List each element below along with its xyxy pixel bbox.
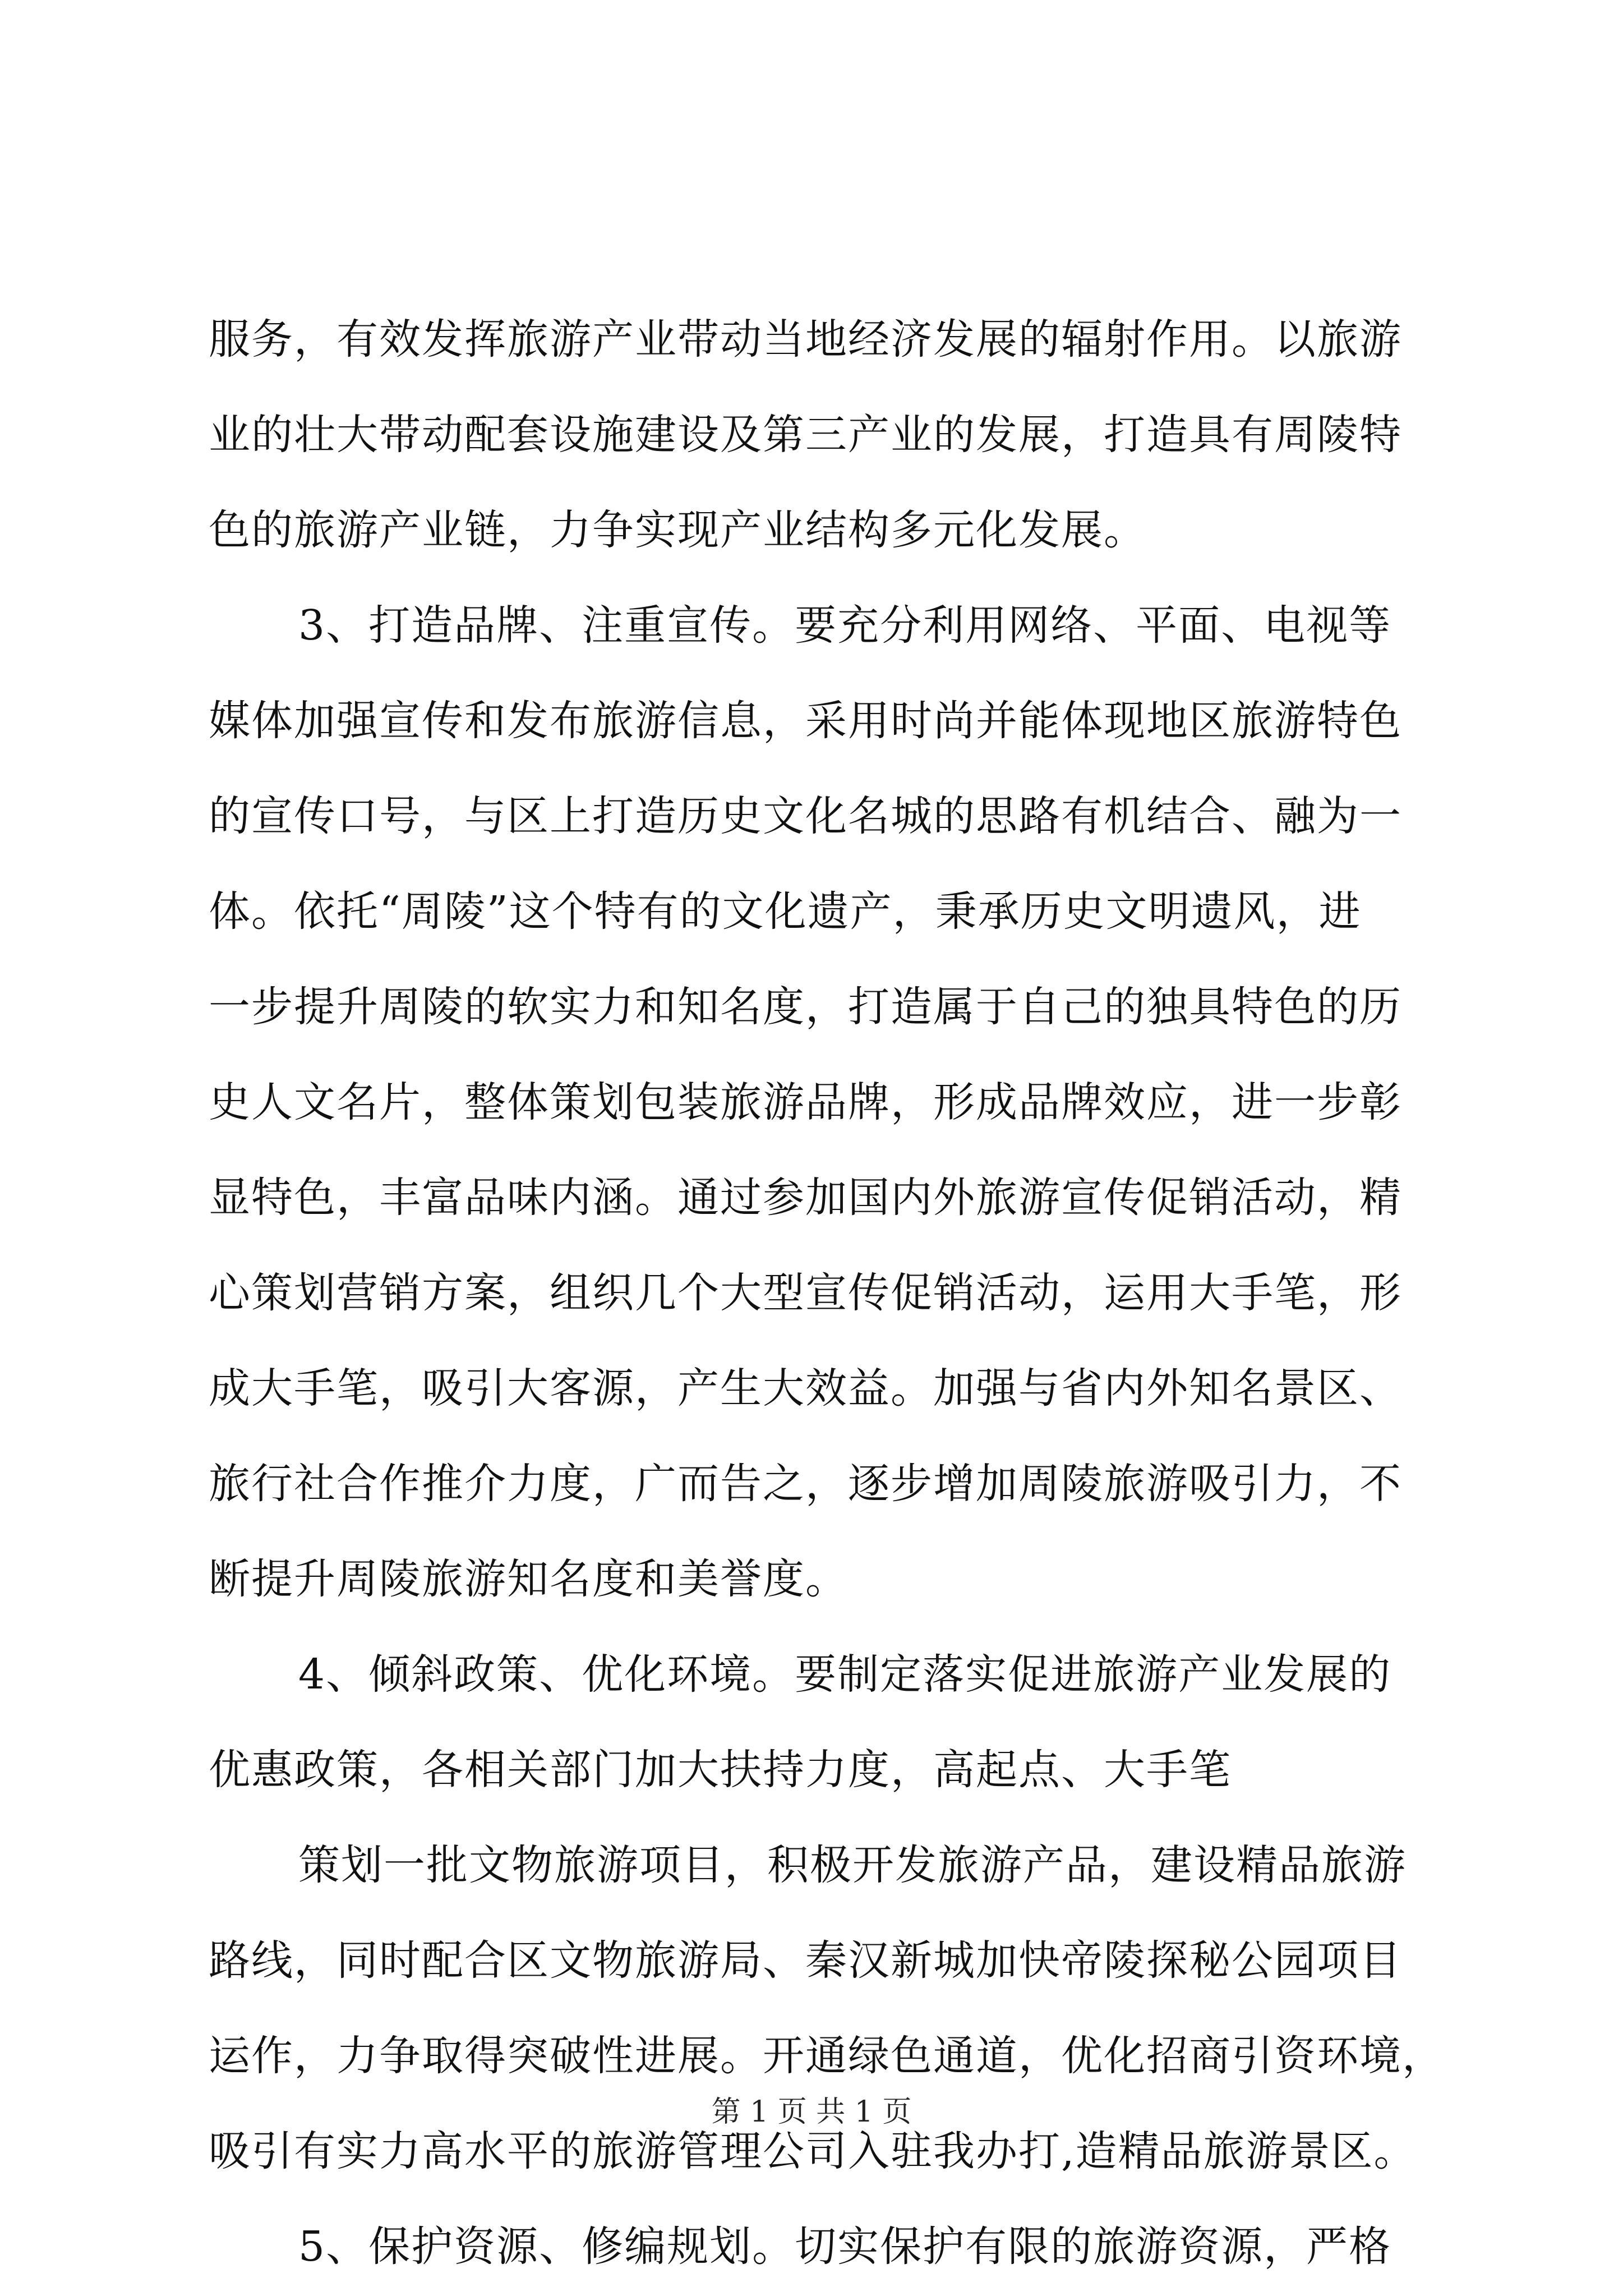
text-line: 史人文名片，整体策划包装旅游品牌，形成品牌效应，进一步彰 bbox=[209, 1078, 1402, 1126]
text-line: 心策划营销方案，组织几个大型宣传促销活动，运用大手笔，形 bbox=[209, 1269, 1402, 1317]
text-line: 业的壮大带动配套设施建设及第三产业的发展，打造具有周陵特 bbox=[209, 411, 1402, 459]
text-line: 色的旅游产业链，力争实现产业结构多元化发展。 bbox=[209, 506, 1146, 554]
paragraph-start-line: 4、倾斜政策、优化环境。要制定落实促进旅游产业发展的 bbox=[298, 1650, 1392, 1699]
text-line: 的宣传口号，与区上打造历史文化名城的思路有机结合、融为一 bbox=[209, 792, 1402, 840]
text-line: 服务，有效发挥旅游产业带动当地经济发展的辐射作用。以旅游 bbox=[209, 315, 1402, 364]
text-line: 优惠政策，各相关部门加大扶持力度，高起点、大手笔 bbox=[209, 1746, 1232, 1794]
text-line: 旅行社合作推介力度，广而告之，逐步增加周陵旅游吸引力，不 bbox=[209, 1460, 1402, 1508]
text-line: 一步提升周陵的软实力和知名度，打造属于自己的独具特色的历 bbox=[209, 983, 1402, 1031]
text-line: 运作，力争取得突破性进展。开通绿色通道，优化招商引资环境， bbox=[209, 2032, 1445, 2080]
text-line: 断提升周陵旅游知名度和美誉度。 bbox=[209, 1555, 848, 1603]
text-line: 路线，同时配合区文物旅游局、秦汉新城加快帝陵探秘公园项目 bbox=[209, 1936, 1402, 1985]
page-footer: 第 1 页 共 1 页 bbox=[711, 2095, 912, 2129]
paragraph-start-line: 策划一批文物旅游项目，积极开发旅游产品，建设精品旅游 bbox=[298, 1841, 1407, 1889]
text-line: 显特色，丰富品味内涵。通过参加国内外旅游宣传促销活动，精 bbox=[209, 1174, 1402, 1222]
text-line: 体。依托“周陵”这个特有的文化遗产，秉承历史文明遗风，进 bbox=[209, 887, 1362, 936]
paragraph-start-line: 3、打造品牌、注重宣传。要充分利用网络、平面、电视等 bbox=[298, 601, 1392, 650]
text-line: 媒体加强宣传和发布旅游信息，采用时尚并能体现地区旅游特色 bbox=[209, 697, 1402, 745]
paragraph-start-line: 5、保护资源、修编规划。切实保护有限的旅游资源，严格 bbox=[298, 2223, 1392, 2271]
document-body bbox=[209, 292, 1445, 2294]
text-line: 成大手笔，吸引大客源，产生大效益。加强与省内外知名景区、 bbox=[209, 1364, 1402, 1412]
text-line: 吸引有实力高水平的旅游管理公司入驻我办打,造精品旅游景区。 bbox=[209, 2127, 1417, 2175]
